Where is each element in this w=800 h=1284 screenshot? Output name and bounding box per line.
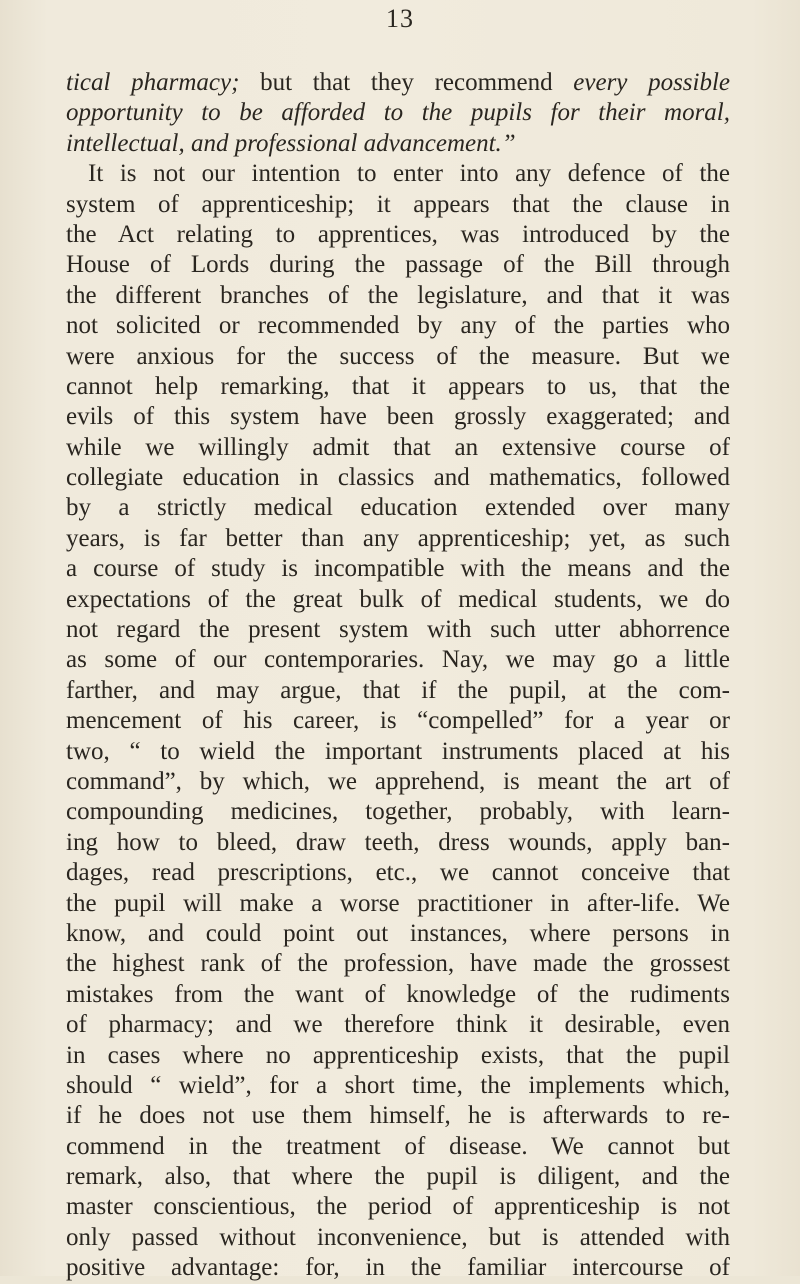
- text-line: two, “ to wield the important instruments placed at his: [66, 737, 730, 765]
- text-line: compounding medicines, together, probably, with learn-: [66, 798, 730, 826]
- text-line: a course of study is incompatible with the means and the: [66, 555, 730, 583]
- text-line: while we willingly admit that an extensive course of: [66, 433, 730, 461]
- text-line: It is not our intention to enter into any defence of the: [88, 160, 730, 188]
- text-line: not solicited or recommended by any of the parties who: [66, 312, 730, 340]
- text-line: House of Lords during the passage of the Bill through: [66, 251, 730, 279]
- text-line: farther, and may argue, that if the pupil, at the com-: [66, 676, 730, 704]
- text-line: evils of this system have been grossly exaggerated; and: [66, 403, 730, 431]
- text-line: the Act relating to apprentices, was introduced by the: [66, 220, 730, 248]
- italic-text-segment: opportunity to be afforded to the pupils for their moral,: [66, 99, 730, 127]
- text-line: by a strictly medical education extended over many: [66, 494, 730, 522]
- text-line: in cases where no apprenticeship exists, that the pupil: [66, 1041, 730, 1069]
- text-line: master conscientious, the period of apprenticeship is not: [66, 1193, 730, 1221]
- text-line: not regard the present system with such utter abhorrence: [66, 616, 730, 644]
- italic-text-segment: tical pharmacy;: [66, 69, 240, 96]
- text-line: mencement of his career, is “compelled” for a year or: [66, 707, 730, 735]
- text-line: ing how to bleed, draw teeth, dress wounds, apply ban-: [66, 828, 730, 856]
- text-line: of pharmacy; and we therefore think it desirable, even: [66, 1011, 730, 1039]
- text-line: only passed without inconvenience, but is attended with: [66, 1223, 730, 1251]
- italic-text-segment: intellectual, and professional advancement.”: [66, 129, 516, 157]
- text-line: the pupil will make a worse practitioner in after-life. We: [66, 889, 730, 917]
- text-line: dages, read prescriptions, etc., we cannot conceive that: [66, 859, 730, 887]
- text-line: know, and could point out instances, where persons in: [66, 919, 730, 947]
- text-line: [66, 129, 730, 159]
- text-line: positive advantage: for, in the familiar intercourse of: [66, 1254, 730, 1282]
- text-line: [66, 98, 730, 128]
- text-line: remark, also, that where the pupil is diligent, and the: [66, 1163, 730, 1191]
- text-line: the highest rank of the profession, have made the grossest: [66, 950, 730, 978]
- text-line: cannot help remarking, that it appears to us, that the: [66, 372, 730, 400]
- text-line: system of apprenticeship; it appears that the clause in: [66, 190, 730, 218]
- text-line: [66, 68, 730, 98]
- text-line: as some of our contemporaries. Nay, we may go a little: [66, 646, 730, 674]
- text-line: command”, by which, we apprehend, is meant the art of: [66, 767, 730, 795]
- text-line: were anxious for the success of the measure. But we: [66, 342, 730, 370]
- text-line: expectations of the great bulk of medical students, we do: [66, 585, 730, 613]
- text-line: should “ wield”, for a short time, the implements which,: [66, 1071, 730, 1099]
- body-text: [66, 68, 730, 1284]
- text-line: years, is far better than any apprenticeship; yet, as such: [66, 524, 730, 552]
- italic-text-segment: every possible: [573, 69, 731, 96]
- text-line: commend in the treatment of disease. We cannot but: [66, 1132, 730, 1160]
- text-line: collegiate education in classics and mathematics, followed: [66, 464, 730, 492]
- text-line: if he does not use them himself, he is afterwards to re-: [66, 1102, 730, 1130]
- text-line: the different branches of the legislature, and that it was: [66, 281, 730, 309]
- text-segment: but that they recommend: [239, 69, 574, 96]
- page-number: 13: [386, 4, 414, 33]
- text-line: mistakes from the want of knowledge of the rudiments: [66, 980, 730, 1008]
